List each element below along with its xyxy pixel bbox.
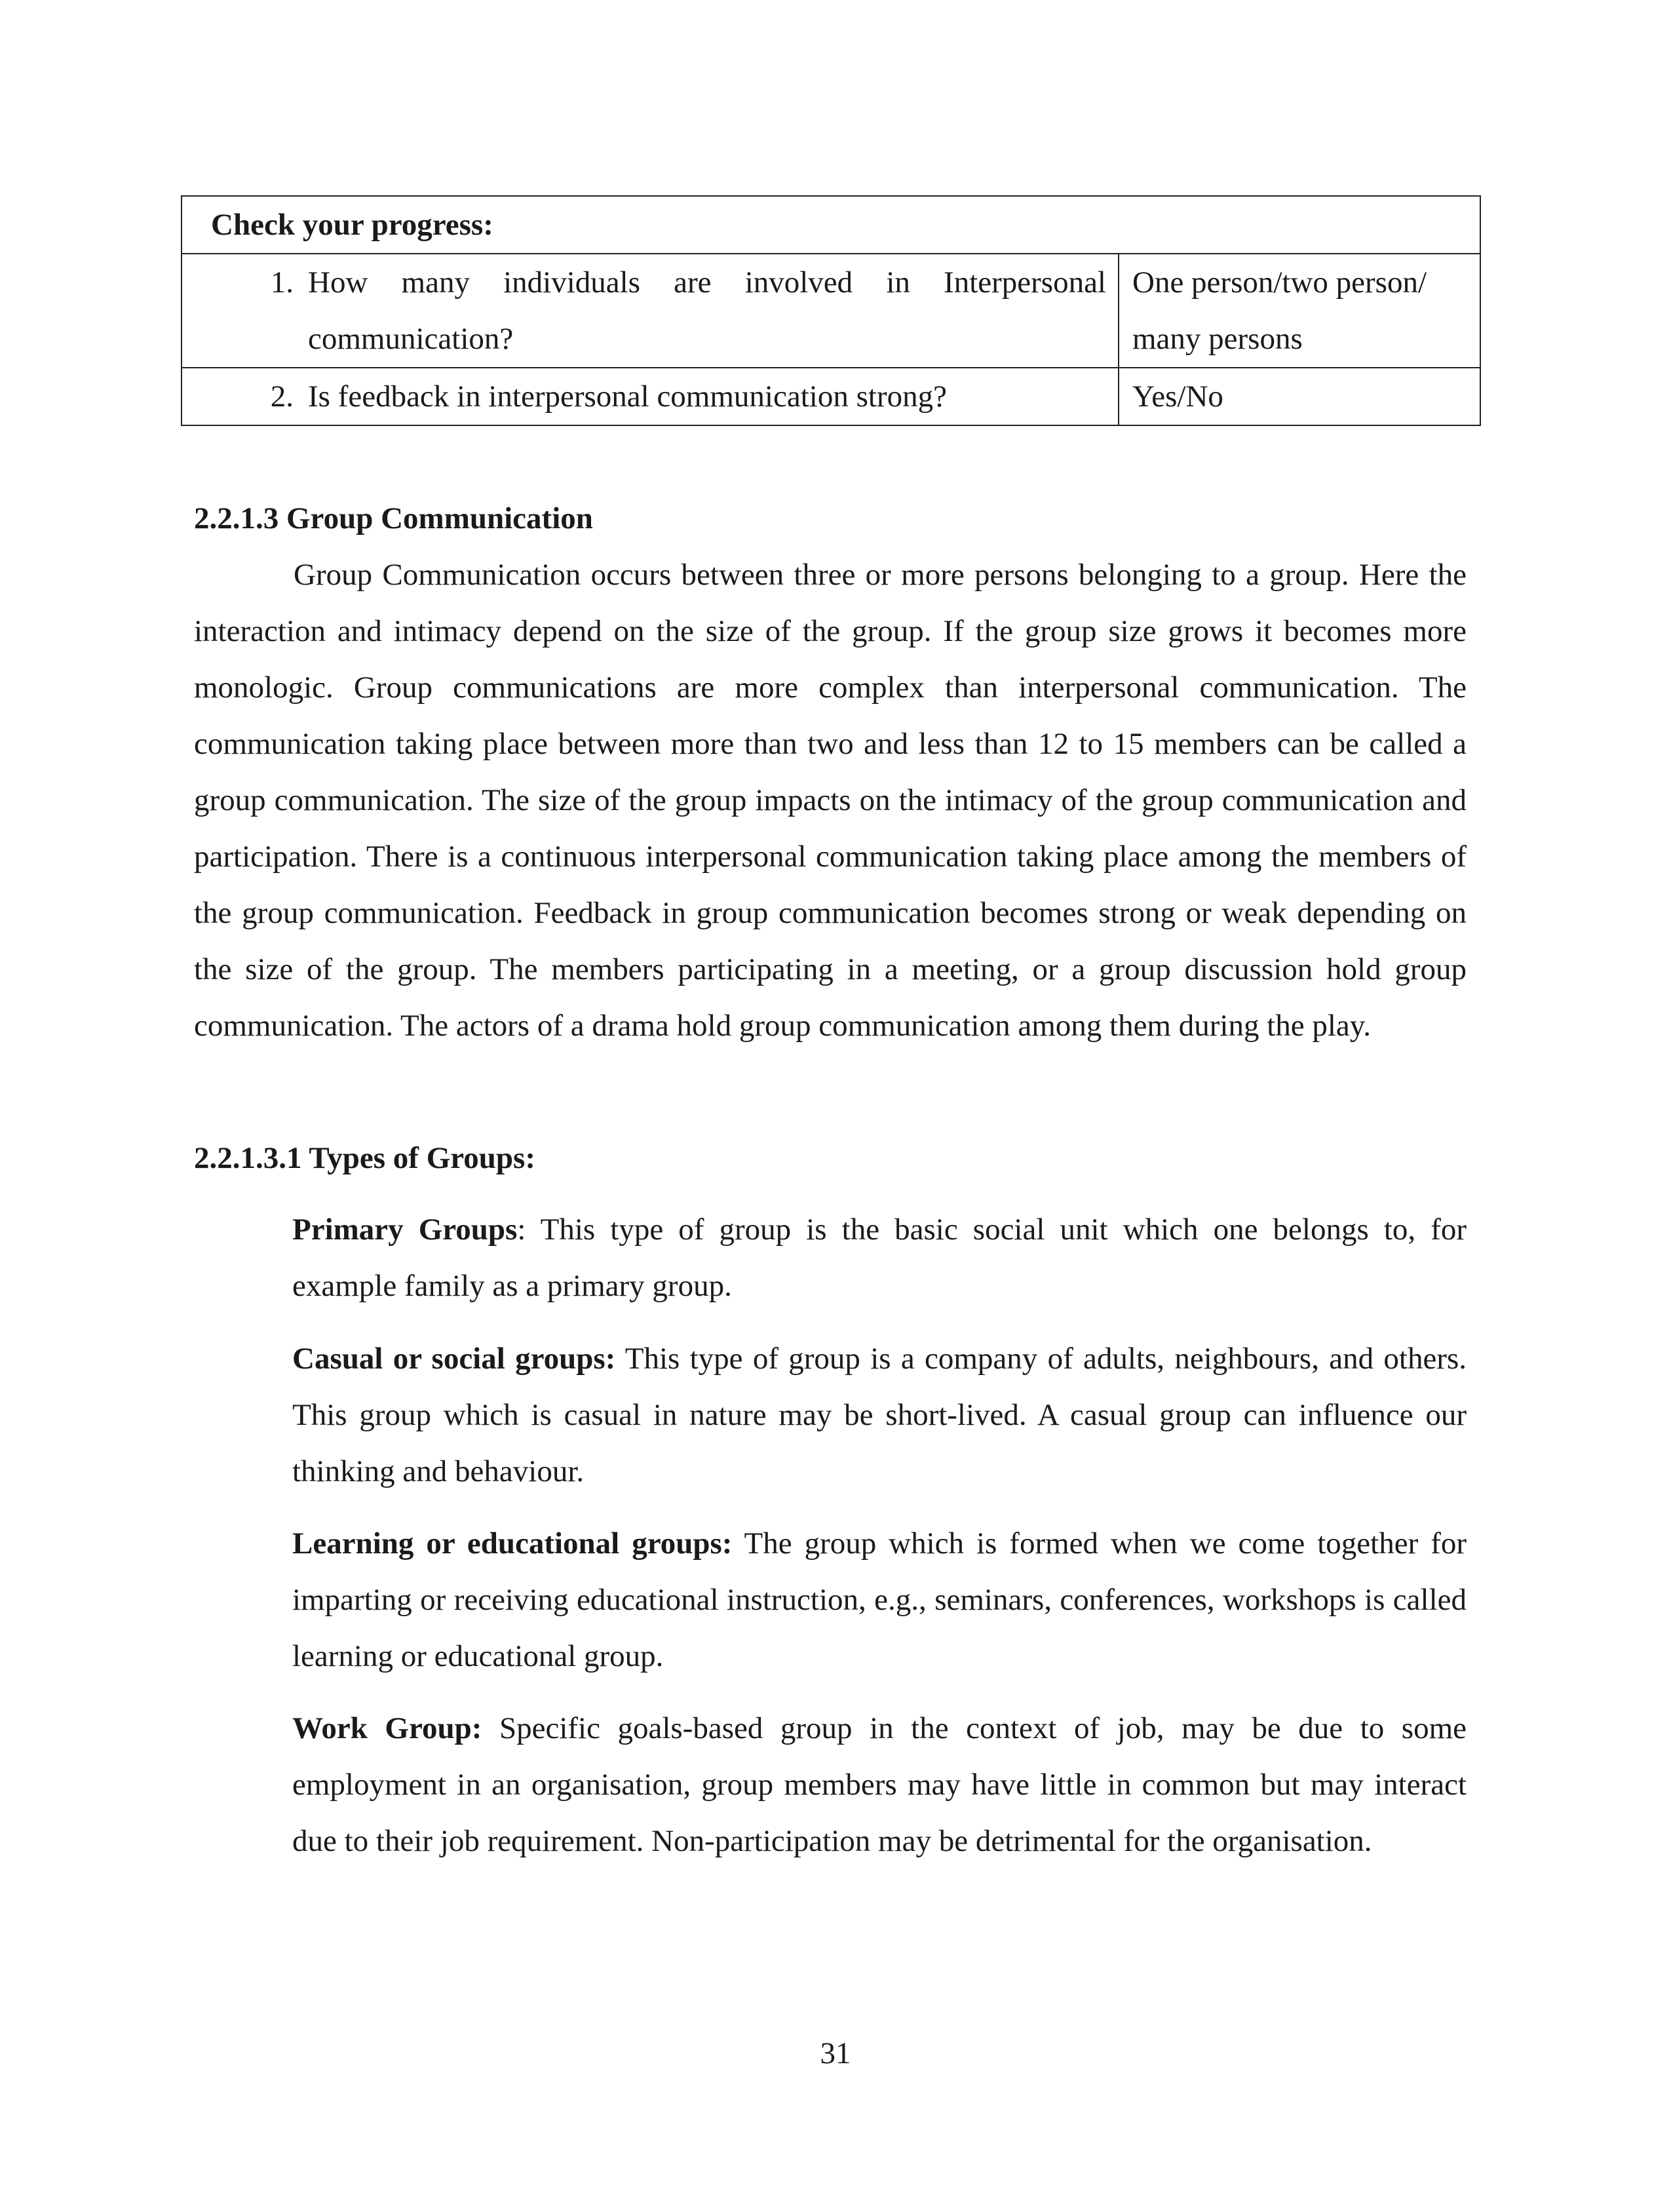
- subsection-heading: 2.2.1.3.1 Types of Groups:: [194, 1141, 535, 1175]
- group-type-item: [292, 1330, 1467, 1500]
- progress-table-title: Check your progress:: [182, 196, 1480, 254]
- section-paragraph: [194, 547, 1467, 1054]
- types-of-groups-section: [194, 1130, 1467, 1186]
- progress-answer-cell: One person/two person/ many persons: [1119, 254, 1480, 368]
- group-type-item: [292, 1515, 1467, 1684]
- progress-table-header-row: [182, 196, 1480, 254]
- group-type-term: Learning or educational groups:: [292, 1526, 733, 1561]
- progress-answer-cell: Yes/No: [1119, 368, 1480, 425]
- group-communication-section: [194, 490, 1467, 1054]
- question-number: 1.: [270, 265, 294, 300]
- question-text: Is feedback in interpersonal communication strong?: [308, 379, 947, 414]
- group-type-separator: :: [517, 1213, 526, 1247]
- group-type-text: This type of group is a company of adults, neighbours, and others. This group which is casual in nature may be short-lived. A casual group can influence our thinking and behaviour.: [292, 1342, 1467, 1488]
- page-number: 31: [820, 2036, 851, 2070]
- progress-question-row: [182, 368, 1480, 425]
- group-type-text: The group which is formed when we come together for imparting or receiving educational instruction, e.g., seminars, conferences, workshops is called learning or educational group.: [292, 1526, 1467, 1673]
- check-progress-table: [181, 195, 1481, 426]
- group-type-text: Specific goals-based group in the context of job, may be due to some employment in an organisation, group members may have little in common but may interact due to their job requirement. Non-participation may be detrimental for the organisation.: [292, 1711, 1467, 1858]
- group-type-text: This type of group is the basic social unit which one belongs to, for example family as a primary group.: [292, 1213, 1467, 1303]
- progress-question-cell: [182, 368, 1119, 425]
- section-heading: 2.2.1.3 Group Communication: [194, 501, 593, 535]
- progress-question-row: [182, 254, 1480, 368]
- question-text: How many individuals are involved in Interpersonal communication?: [308, 265, 1106, 356]
- section-paragraph-text: Group Communication occurs between three or more persons belonging to a group. Here the interaction and intimacy depend on the size of the group. If the group size grows it becomes more monologic. Group communications are more complex than interpersonal communication. The communication taking place between more than two and less than 12 to 15 members can be called a group communication. The size of the group impacts on the intimacy of the group communication and participation. There is a continuous interpersonal communication taking place among the members of the group communication. Feedback in group communication becomes strong or weak depending on the size of the group. The members participating in a meeting, or a group discussion hold group communication. The actors of a drama hold group communication among them during the play.: [194, 558, 1467, 1043]
- group-type-item: [292, 1700, 1467, 1869]
- group-type-term: Casual or social groups:: [292, 1342, 616, 1376]
- group-type-item: [292, 1201, 1467, 1314]
- group-type-term: Primary Groups: [292, 1213, 518, 1247]
- group-type-term: Work Group:: [292, 1711, 482, 1745]
- progress-question-cell: [182, 254, 1119, 368]
- question-number: 2.: [270, 379, 294, 414]
